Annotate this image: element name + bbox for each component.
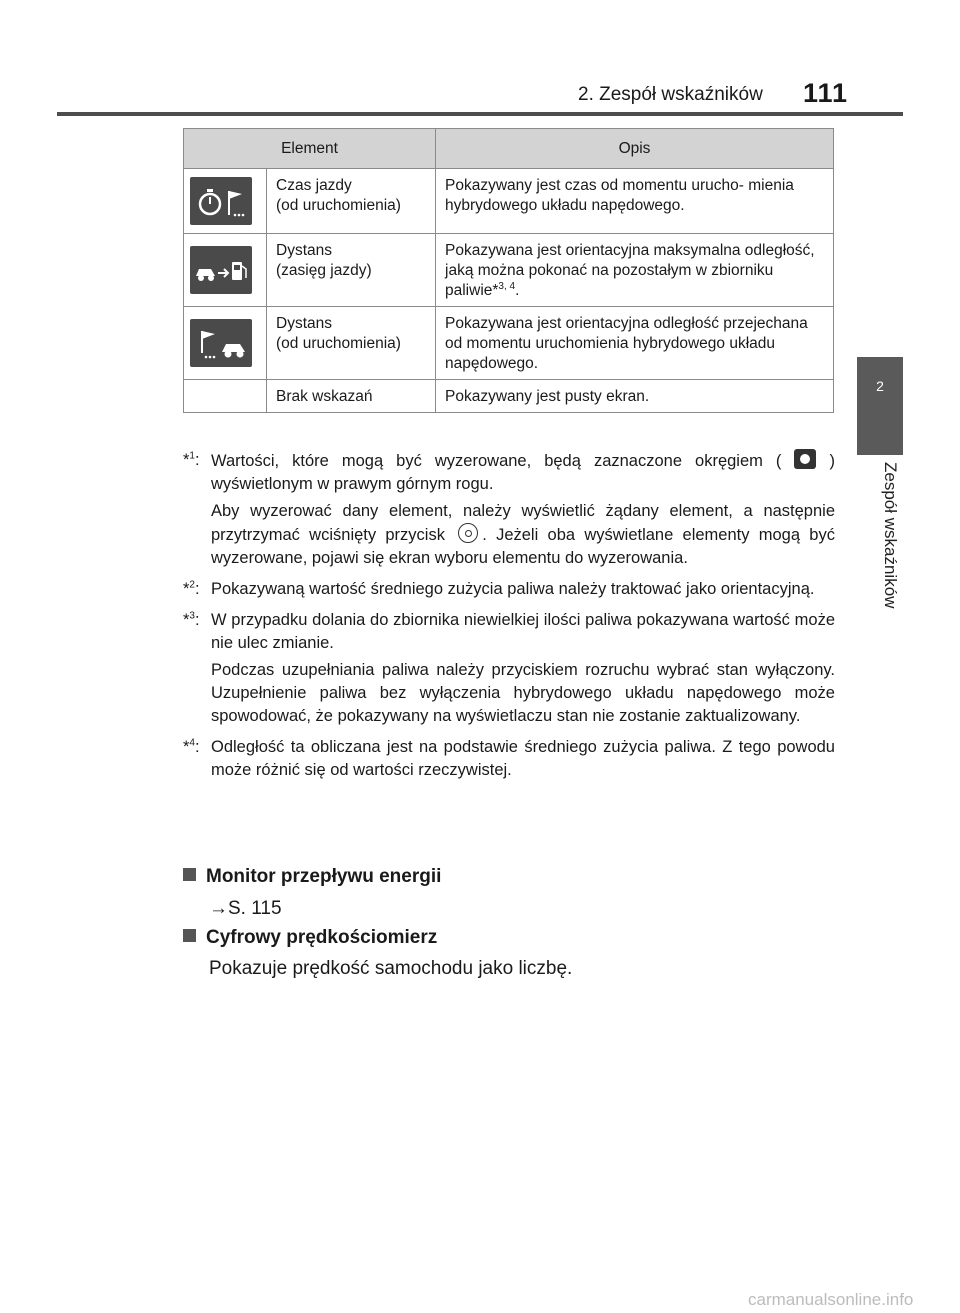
section-bullet-icon xyxy=(183,868,196,881)
table-icon-cell xyxy=(184,169,267,234)
footnote-text-part: Wartości, które mogą być wyzerowane, będą zaznaczone okręgiem ( xyxy=(211,452,782,470)
footnote-number: 1 xyxy=(189,450,195,462)
table-cell-element xyxy=(267,307,436,380)
table-cell-element xyxy=(267,169,436,234)
table-row xyxy=(184,234,834,307)
table-row xyxy=(184,169,834,234)
flag-car-icon xyxy=(190,319,252,367)
footnote-marker: *$^4$: xyxy=(183,737,200,756)
page-header-title: 2. Zespół wskaźników xyxy=(578,84,763,105)
page-number: 111 xyxy=(803,78,849,108)
footnote-text-part: . Jeżeli oba wyświetlane elementy mogą być wyzerowane, pojawi się ekran wyboru elementu do wyzerowania. xyxy=(211,526,835,567)
table-icon-cell xyxy=(184,307,267,380)
footnote-marker: *$^1$: xyxy=(183,450,200,469)
description-end: . xyxy=(515,282,520,299)
footnote-marker: *$^2$: xyxy=(183,579,200,598)
footnote-text xyxy=(211,449,835,496)
footnote-ref: 3, 4 xyxy=(498,280,516,292)
description-text: Pokazywana jest orientacyjna maksymalna odległość, jaką można pokonać na pozostałym w zbiorniku paliwie* xyxy=(445,242,815,299)
select-button-icon xyxy=(458,523,478,543)
element-qualifier: (od uruchomienia) xyxy=(276,335,401,352)
table-row xyxy=(184,307,834,380)
table-cell-description: Pokazywana jest orientacyjna odległość przejechana od momentu uruchomienia hybrydowego układu napędowego. xyxy=(436,307,834,380)
footnote-text-part: ) wyświetlonym w prawym górnym rogu. xyxy=(211,452,835,493)
footnote-number: 3 xyxy=(189,610,195,622)
footnote-paragraph xyxy=(211,500,835,570)
footnote-1 xyxy=(183,449,835,574)
section-bullet-icon xyxy=(183,929,196,942)
header-divider xyxy=(57,112,903,116)
stopwatch-flag-icon xyxy=(190,177,252,225)
table-row xyxy=(184,380,834,413)
table-cell-description: Pokazywany jest pusty ekran. xyxy=(436,380,834,413)
element-name: Dystans xyxy=(276,315,332,332)
table-cell-element: Brak wskazań xyxy=(267,380,436,413)
chapter-tab xyxy=(857,357,903,455)
table-cell-description: Pokazywany jest czas od momentu urucho- mienia hybrydowego układu napędowego. xyxy=(436,169,834,234)
chapter-tab-number: 2 xyxy=(876,378,884,394)
footnote-text-part: Aby wyzerować dany element, należy wyświetlić żądany element, a następnie przytrzymać wciśnięty przycisk xyxy=(211,502,835,544)
chapter-tab-label: Zespół wskaźników xyxy=(881,462,900,609)
footnote-4 xyxy=(183,736,835,786)
section-description: Pokazuje prędkość samochodu jako liczbę. xyxy=(209,958,573,979)
section-heading-speedometer xyxy=(183,927,437,949)
page-reference-link[interactable]: →S. 115 xyxy=(209,898,282,919)
column-header-element: Element xyxy=(184,129,436,169)
table-icon-cell xyxy=(184,234,267,307)
display-items-table xyxy=(183,128,834,413)
footnote-paragraph: Podczas uzupełniania paliwa należy przyciskiem rozruchu wybrać stan wyłączony. Uzupełnienie paliwa bez wyłączenia hybrydowego układu napędowego może spowodować, że pokazywany na wyświetlaczu stan nie zostanie zaktualizowany. xyxy=(211,661,835,725)
table-header-row xyxy=(184,129,834,169)
footnotes xyxy=(183,449,835,790)
footnote-3 xyxy=(183,609,835,732)
element-qualifier: (zasięg jazdy) xyxy=(276,262,372,279)
watermark: carmanualsonline.info xyxy=(748,1290,914,1309)
element-name: Dystans xyxy=(276,242,332,259)
section-heading-energy-monitor xyxy=(183,866,441,888)
footnote-text: W przypadku dolania do zbiornika niewielkiej ilości paliwa pokazywana wartość może nie ulec zmianie. xyxy=(211,611,835,652)
element-name: Czas jazdy xyxy=(276,177,352,194)
element-qualifier: (od uruchomienia) xyxy=(276,197,401,214)
footnote-number: 4 xyxy=(189,737,195,749)
reset-circle-icon xyxy=(794,449,816,469)
table-icon-cell xyxy=(184,380,267,413)
section-title: Cyfrowy prędkościomierz xyxy=(206,927,438,948)
footnote-2 xyxy=(183,578,835,605)
footnote-text: Odległość ta obliczana jest na podstawie średniego zużycia paliwa. Z tego powodu może różnić się od wartości rzeczywistej. xyxy=(211,738,835,779)
footnote-number: 2 xyxy=(189,579,195,591)
table-cell-element xyxy=(267,234,436,307)
table-cell-description xyxy=(436,234,834,307)
car-to-fuel-icon xyxy=(190,246,252,294)
footnote-text: Pokazywaną wartość średniego zużycia paliwa należy traktować jako orientacyjną. xyxy=(211,580,815,598)
section-title: Monitor przepływu energii xyxy=(206,866,442,887)
footnote-marker: *$^3$: xyxy=(183,610,200,629)
column-header-description: Opis xyxy=(436,129,834,169)
